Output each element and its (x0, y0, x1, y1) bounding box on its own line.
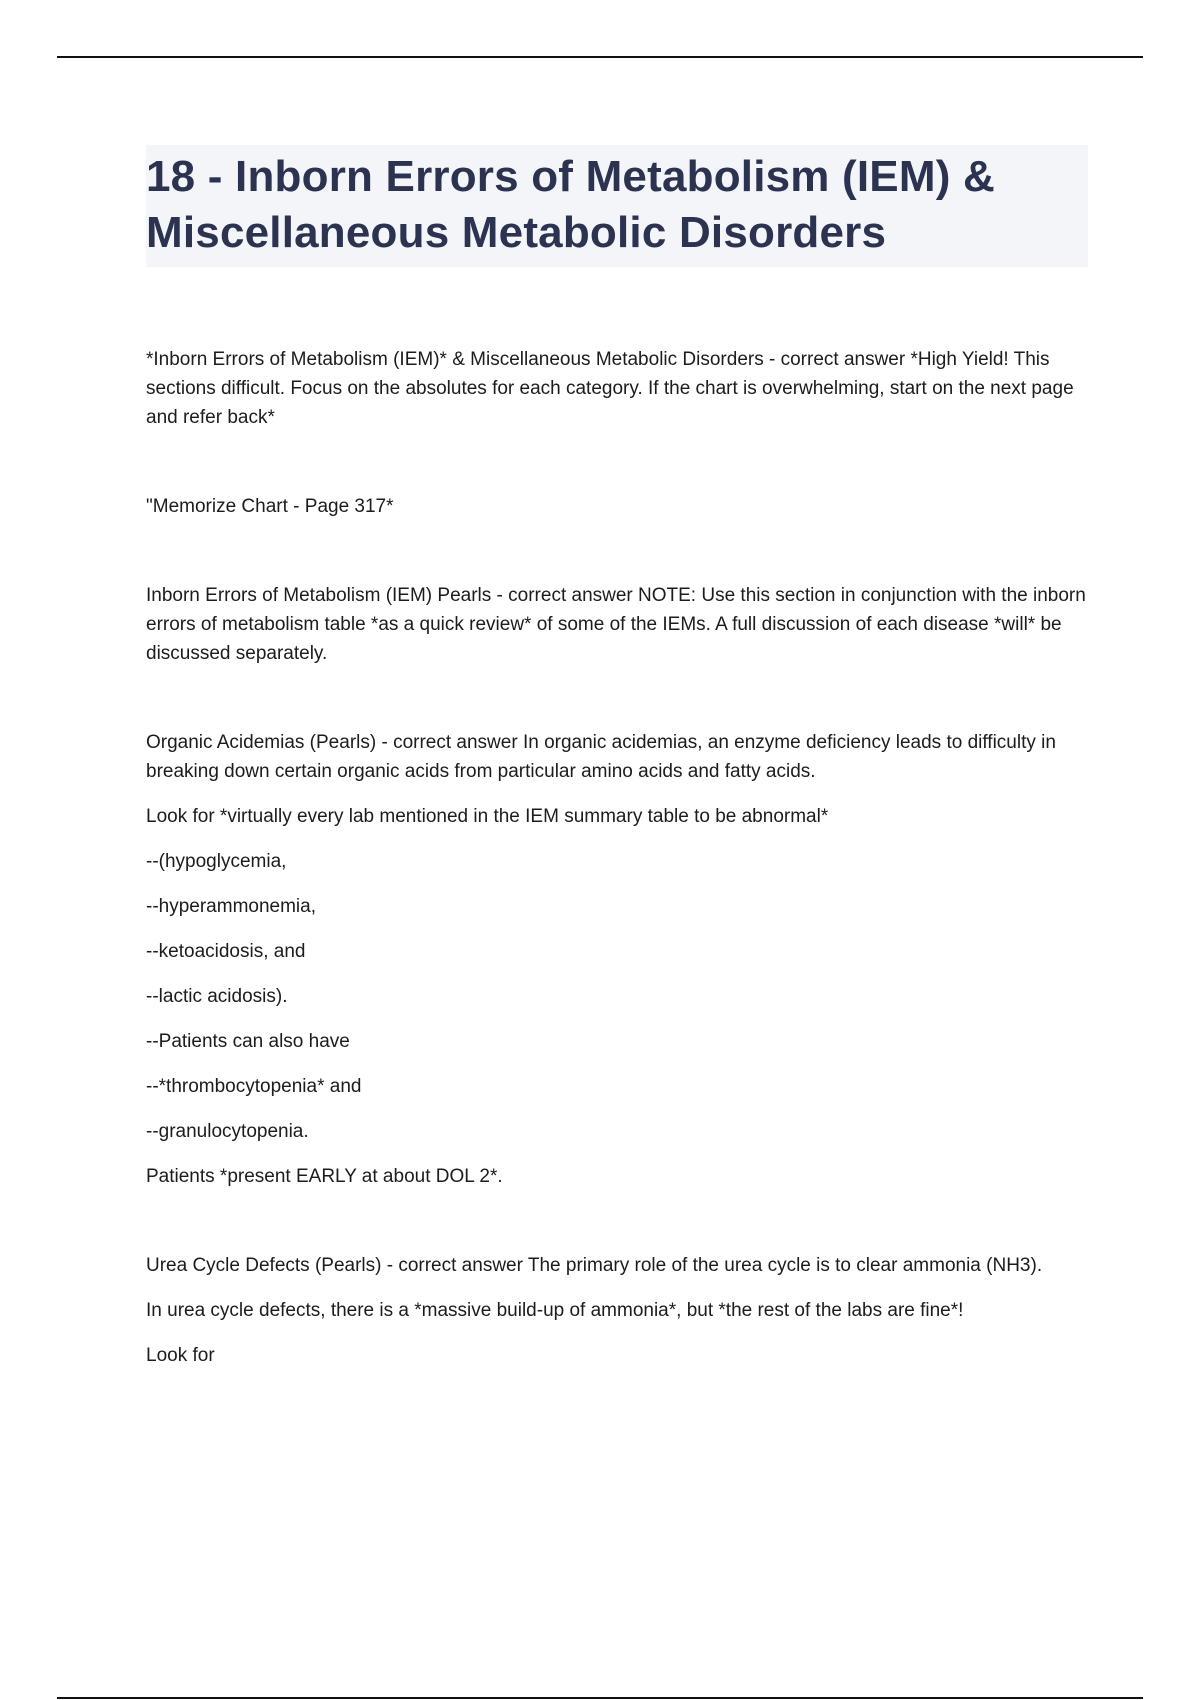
bottom-rule (57, 1697, 1143, 1699)
urea-cycle-paragraph: Urea Cycle Defects (Pearls) - correct answer The primary role of the urea cycle is to clear ammonia (NH3). (146, 1255, 1043, 1276)
list-item: In urea cycle defects, there is a *massive build-up of ammonia*, but *the rest of the labs are fine*! (146, 1300, 964, 1321)
list-item: --Patients can also have (146, 1031, 350, 1052)
list-item: --granulocytopenia. (146, 1121, 309, 1142)
list-item: Look for *virtually every lab mentioned in the IEM summary table to be abnormal* (146, 806, 829, 827)
list-item: --ketoacidosis, and (146, 941, 306, 962)
memorize-paragraph: "Memorize Chart - Page 317* (146, 496, 394, 517)
page-title: 18 - Inborn Errors of Metabolism (IEM) & Miscellaneous Metabolic Disorders (146, 152, 995, 257)
list-item: --lactic acidosis). (146, 986, 288, 1007)
document-body (146, 345, 1096, 1370)
pearls-paragraph: Inborn Errors of Metabolism (IEM) Pearls - correct answer NOTE: Use this section in conjunction with the inborn errors of metabolism table *as a quick review* of some of the IEMs. A full discussion of each disease *will* be discussed separately. (146, 585, 1086, 664)
intro-paragraph: *Inborn Errors of Metabolism (IEM)* & Miscellaneous Metabolic Disorders - correct answer *High Yield! This sections difficult. Focus on the absolutes for each category. If the chart is overwhelming, start on the next page and refer back* (146, 349, 1074, 428)
list-item: --*thrombocytopenia* and (146, 1076, 362, 1097)
list-item: --hyperammonemia, (146, 896, 316, 917)
title-block (146, 145, 1088, 267)
list-item: Look for (146, 1345, 215, 1366)
top-rule (57, 56, 1143, 58)
organic-acidemias-paragraph: Organic Acidemias (Pearls) - correct answer In organic acidemias, an enzyme deficiency leads to difficulty in breaking down certain organic acids from particular amino acids and fatty acids. (146, 732, 1056, 782)
list-item: --(hypoglycemia, (146, 851, 287, 872)
list-item: Patients *present EARLY at about DOL 2*. (146, 1166, 503, 1187)
